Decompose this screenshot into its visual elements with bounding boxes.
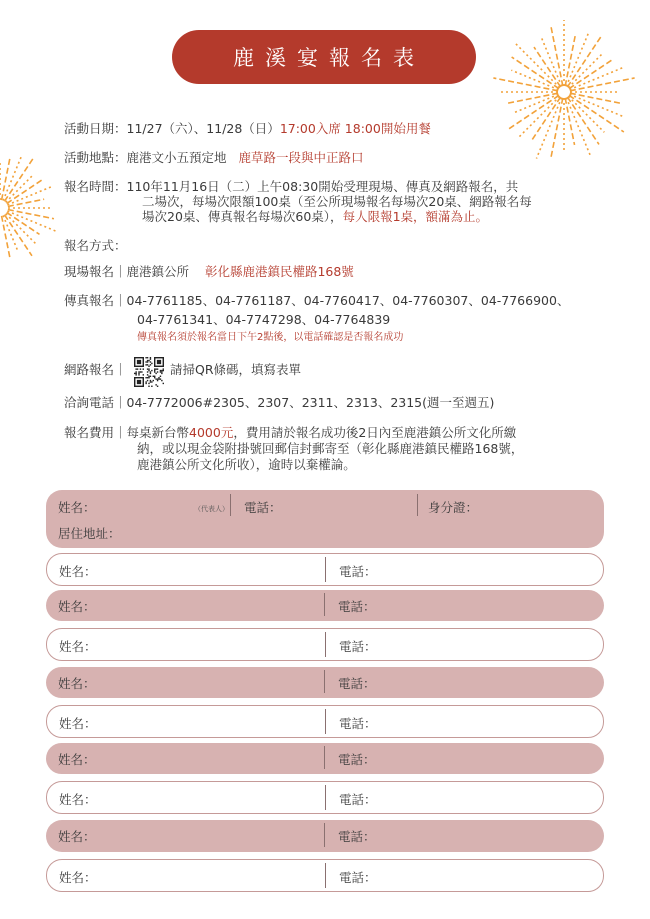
fee-row bbox=[64, 425, 516, 441]
participant-phone-field[interactable]: 電話： bbox=[338, 829, 376, 844]
event-date-value: 11/27（六）、11/28（日） bbox=[126, 121, 280, 136]
participant-row bbox=[46, 705, 604, 738]
reg-time-line2: 二場次，每場次限額100桌（至公所現場報名每場次20桌、網路報名每 bbox=[142, 194, 532, 209]
participant-phone-field[interactable]: 電話： bbox=[339, 563, 377, 579]
fee-line3: 鹿港鎮公所文化所收），逾時以棄權論。 bbox=[137, 457, 356, 472]
participant-name-field[interactable]: 姓名： bbox=[59, 869, 97, 885]
participant-row bbox=[46, 859, 604, 892]
fax-note: 傳真報名須於報名當日下午2點後，以電話確認是否報名成功 bbox=[137, 332, 404, 343]
fax-label: 傳真報名｜ bbox=[64, 293, 127, 308]
participant-row bbox=[46, 590, 604, 621]
reg-time-row bbox=[64, 179, 518, 195]
reg-time-line1: 110年11月16日（二）上午08:30開始受理現場、傳真及網路報名，共 bbox=[126, 179, 519, 194]
phone-row bbox=[64, 395, 494, 411]
participant-row bbox=[46, 628, 604, 661]
fee-line1-a: 每桌新台幣 bbox=[126, 425, 190, 440]
participant-phone-field[interactable]: 電話： bbox=[338, 675, 376, 691]
event-place-label: 活動地點： bbox=[64, 150, 127, 165]
reg-time-line3-plain: 場次20桌、傳真報名每場次60桌）， bbox=[142, 209, 343, 224]
method-label: 報名方式： bbox=[64, 238, 127, 253]
divider bbox=[324, 670, 325, 693]
firework-ray bbox=[2, 216, 10, 257]
participant-name-field[interactable]: 姓名： bbox=[58, 751, 96, 767]
participant-name-field[interactable]: 姓名： bbox=[59, 563, 97, 579]
representative-block bbox=[46, 490, 604, 548]
participant-phone-field[interactable]: 電話： bbox=[338, 751, 376, 767]
firework-ray bbox=[551, 27, 563, 86]
event-place-row bbox=[64, 150, 363, 166]
firework-ray bbox=[493, 78, 558, 91]
divider bbox=[230, 494, 231, 516]
participant-phone-field[interactable]: 電話： bbox=[339, 638, 377, 654]
fee-amount: 4000元 bbox=[189, 425, 234, 440]
participant-row bbox=[46, 820, 604, 852]
address-label: 居住地址： bbox=[58, 526, 121, 541]
divider bbox=[417, 494, 418, 516]
firework-ray bbox=[515, 43, 560, 88]
event-place-address: 鹿草路一段與中正路口 bbox=[238, 150, 364, 165]
firework-left-decoration bbox=[0, 138, 62, 278]
reg-time-line3 bbox=[142, 209, 488, 225]
firework-ray bbox=[568, 96, 604, 132]
fax-row bbox=[64, 293, 569, 309]
phone-value: 04-7772006#2305、2307、2311、2313、2315(週一至週五) bbox=[126, 395, 495, 410]
participant-row bbox=[46, 743, 604, 774]
reg-limit-note: 每人限報1桌，額滿為止。 bbox=[342, 209, 489, 224]
firework-right-decoration bbox=[486, 18, 642, 168]
participant-name-field[interactable]: 姓名： bbox=[59, 791, 97, 807]
phone-label: 洽詢電話｜ bbox=[64, 395, 127, 410]
online-value: 請掃QR條碼，填寫表單 bbox=[170, 362, 302, 377]
divider bbox=[324, 593, 325, 616]
participant-name-field[interactable]: 姓名： bbox=[58, 675, 96, 691]
page-title: 鹿溪宴報名表 bbox=[172, 30, 476, 84]
divider bbox=[325, 557, 326, 582]
firework-ray bbox=[570, 78, 635, 91]
event-place-value: 鹿港文小五預定地 bbox=[126, 150, 227, 165]
participant-row bbox=[46, 667, 604, 698]
qr-code-icon[interactable] bbox=[134, 357, 164, 387]
participant-name-field[interactable]: 姓名： bbox=[59, 715, 97, 731]
divider bbox=[324, 823, 325, 847]
divider bbox=[325, 785, 326, 810]
onsite-address: 彰化縣鹿港鎮民權路168號 bbox=[204, 264, 354, 279]
reg-time-label: 報名時間： bbox=[64, 179, 127, 194]
firework-ray bbox=[507, 95, 559, 130]
participant-row bbox=[46, 781, 604, 814]
divider bbox=[325, 709, 326, 734]
firework-ray bbox=[2, 159, 10, 200]
fax-numbers-line2: 04-7761341、04-7747298、04-7764839 bbox=[137, 312, 391, 327]
participant-phone-field[interactable]: 電話： bbox=[339, 869, 377, 885]
event-time-value: 17:00入席 18:00開始用餐 bbox=[279, 121, 431, 136]
fax-numbers-line1: 04-7761185、04-7761187、04-7760417、04-7760307、04-7766900、 bbox=[126, 293, 570, 308]
rep-id-label: 身分證： bbox=[428, 500, 479, 515]
rep-name-label: 姓名： bbox=[58, 500, 96, 515]
firework-ray bbox=[7, 212, 40, 234]
onsite-row bbox=[64, 264, 354, 280]
firework-ray bbox=[551, 98, 563, 157]
fee-line1-b: ，費用請於報名成功後2日內至鹿港鎮公所文化所繳 bbox=[233, 425, 517, 440]
participant-name-field[interactable]: 姓名： bbox=[58, 829, 96, 844]
participant-name-field[interactable]: 姓名： bbox=[58, 598, 96, 614]
participant-row bbox=[46, 553, 604, 586]
fee-line2: 納，或以現金袋附掛號回郵信封郵寄至（彰化縣鹿港鎮民權路168號， bbox=[137, 441, 524, 456]
participant-phone-field[interactable]: 電話： bbox=[339, 791, 377, 807]
firework-ray bbox=[569, 95, 624, 132]
divider bbox=[325, 632, 326, 657]
fee-label: 報名費用｜ bbox=[64, 425, 127, 440]
participant-phone-field[interactable]: 電話： bbox=[339, 715, 377, 731]
onsite-value: 鹿港鎮公所 bbox=[126, 264, 190, 279]
divider bbox=[324, 746, 325, 769]
event-date-row bbox=[64, 121, 431, 137]
divider bbox=[325, 863, 326, 888]
online-row bbox=[64, 362, 127, 378]
online-label: 網路報名｜ bbox=[64, 362, 127, 377]
firework-ray bbox=[568, 54, 602, 88]
event-date-label: 活動日期： bbox=[64, 121, 127, 136]
firework-ray bbox=[3, 215, 17, 249]
onsite-label: 現場報名｜ bbox=[64, 264, 127, 279]
participant-phone-field[interactable]: 電話： bbox=[338, 598, 376, 614]
rep-note: （代表人） bbox=[194, 505, 229, 513]
firework-ray bbox=[567, 35, 602, 87]
participant-name-field[interactable]: 姓名： bbox=[59, 638, 97, 654]
rep-phone-label: 電話： bbox=[244, 500, 282, 515]
